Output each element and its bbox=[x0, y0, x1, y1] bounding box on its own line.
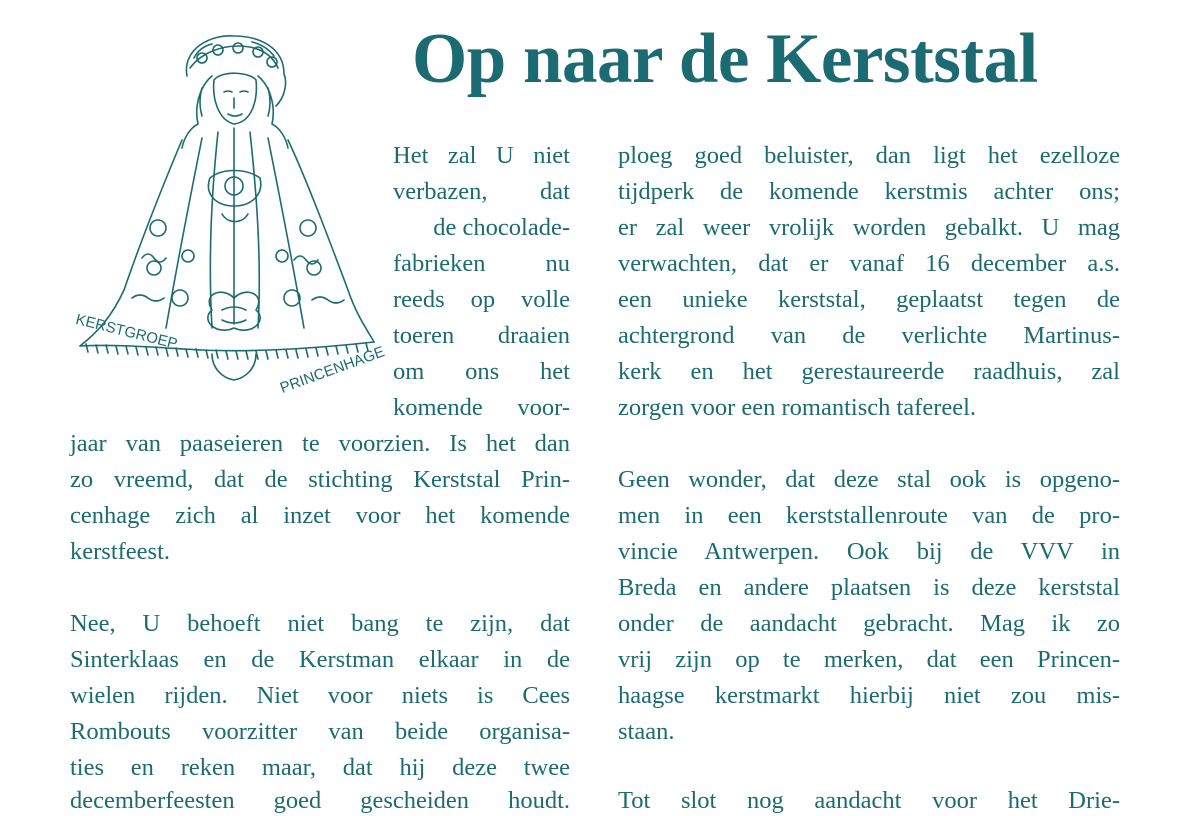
right-line-1: ploeg goed beluister, dan ligt het ezelloze bbox=[618, 142, 1120, 169]
left-line-3: de chocolade- bbox=[433, 214, 570, 241]
left-line-14: Nee, U behoeft niet bang te zijn, dat bbox=[70, 610, 570, 637]
right-line-4: verwachten, dat er vanaf 16 december a.s. bbox=[618, 250, 1120, 277]
left-line-2: verbazen, dat bbox=[393, 178, 570, 205]
right-line-17: staan. bbox=[618, 718, 675, 745]
right-line-16: haagse kerstmarkt hierbij niet zou mis- bbox=[618, 682, 1120, 709]
right-line-8: zorgen voor een romantisch tafereel. bbox=[618, 394, 977, 421]
right-line-10: Geen wonder, dat deze stal ook is opgeno- bbox=[618, 466, 1120, 493]
left-line-11: cenhage zich al inzet voor het komende bbox=[70, 502, 570, 529]
left-line-18: ties en reken maar, dat hij deze twee bbox=[70, 754, 570, 781]
left-line-8: komende voor- bbox=[393, 394, 570, 421]
right-line-12: vincie Antwerpen. Ook bij de VVV in bbox=[618, 538, 1120, 565]
right-line-3: er zal weer vrolijk worden gebalkt. U mag bbox=[618, 214, 1120, 241]
left-line-6: toeren draaien bbox=[393, 322, 570, 349]
left-line-5: reeds op volle bbox=[393, 286, 570, 313]
right-line-6: achtergrond van de verlichte Martinus- bbox=[618, 322, 1120, 349]
illustration-caption-right: PRINCENHAGE bbox=[277, 343, 387, 397]
right-line-14: onder de aandacht gebracht. Mag ik zo bbox=[618, 610, 1120, 637]
right-line-13: Breda en andere plaatsen is deze kerststal bbox=[618, 574, 1120, 601]
right-line-11: men in een kerststallenroute van de pro- bbox=[618, 502, 1120, 529]
left-line-10: zo vreemd, dat de stichting Kerststal Prin- bbox=[70, 466, 570, 493]
right-line-7: kerk en het gerestaureerde raadhuis, zal bbox=[618, 358, 1120, 385]
left-line-16: wielen rijden. Niet voor niets is Cees bbox=[70, 682, 570, 709]
left-line-9: jaar van paaseieren te voorzien. Is het dan bbox=[70, 430, 570, 457]
left-line-4: fabrieken nu bbox=[393, 250, 570, 277]
madonna-figure-drawing bbox=[62, 28, 387, 398]
illustration-caption-left: KERSTGROEP bbox=[73, 310, 180, 353]
left-line-1: Het zal U niet bbox=[393, 142, 570, 169]
right-line-19: Tot slot nog aandacht voor het Drie- bbox=[618, 787, 1120, 814]
article-title: Op naar de Kerststal bbox=[412, 20, 1038, 98]
right-line-5: een unieke kerststal, geplaatst tegen de bbox=[618, 286, 1120, 313]
left-line-17: Rombouts voorzitter van beide organisa- bbox=[70, 718, 570, 745]
left-line-19: decemberfeesten goed gescheiden houdt. bbox=[70, 787, 570, 814]
kerstgroep-illustration bbox=[62, 28, 387, 398]
right-line-15: vrij zijn op te merken, dat een Princen- bbox=[618, 646, 1120, 673]
right-line-2: tijdperk de komende kerstmis achter ons; bbox=[618, 178, 1120, 205]
left-line-12: kerstfeest. bbox=[70, 538, 170, 565]
left-line-7: om ons het bbox=[393, 358, 570, 385]
left-line-15: Sinterklaas en de Kerstman elkaar in de bbox=[70, 646, 570, 673]
